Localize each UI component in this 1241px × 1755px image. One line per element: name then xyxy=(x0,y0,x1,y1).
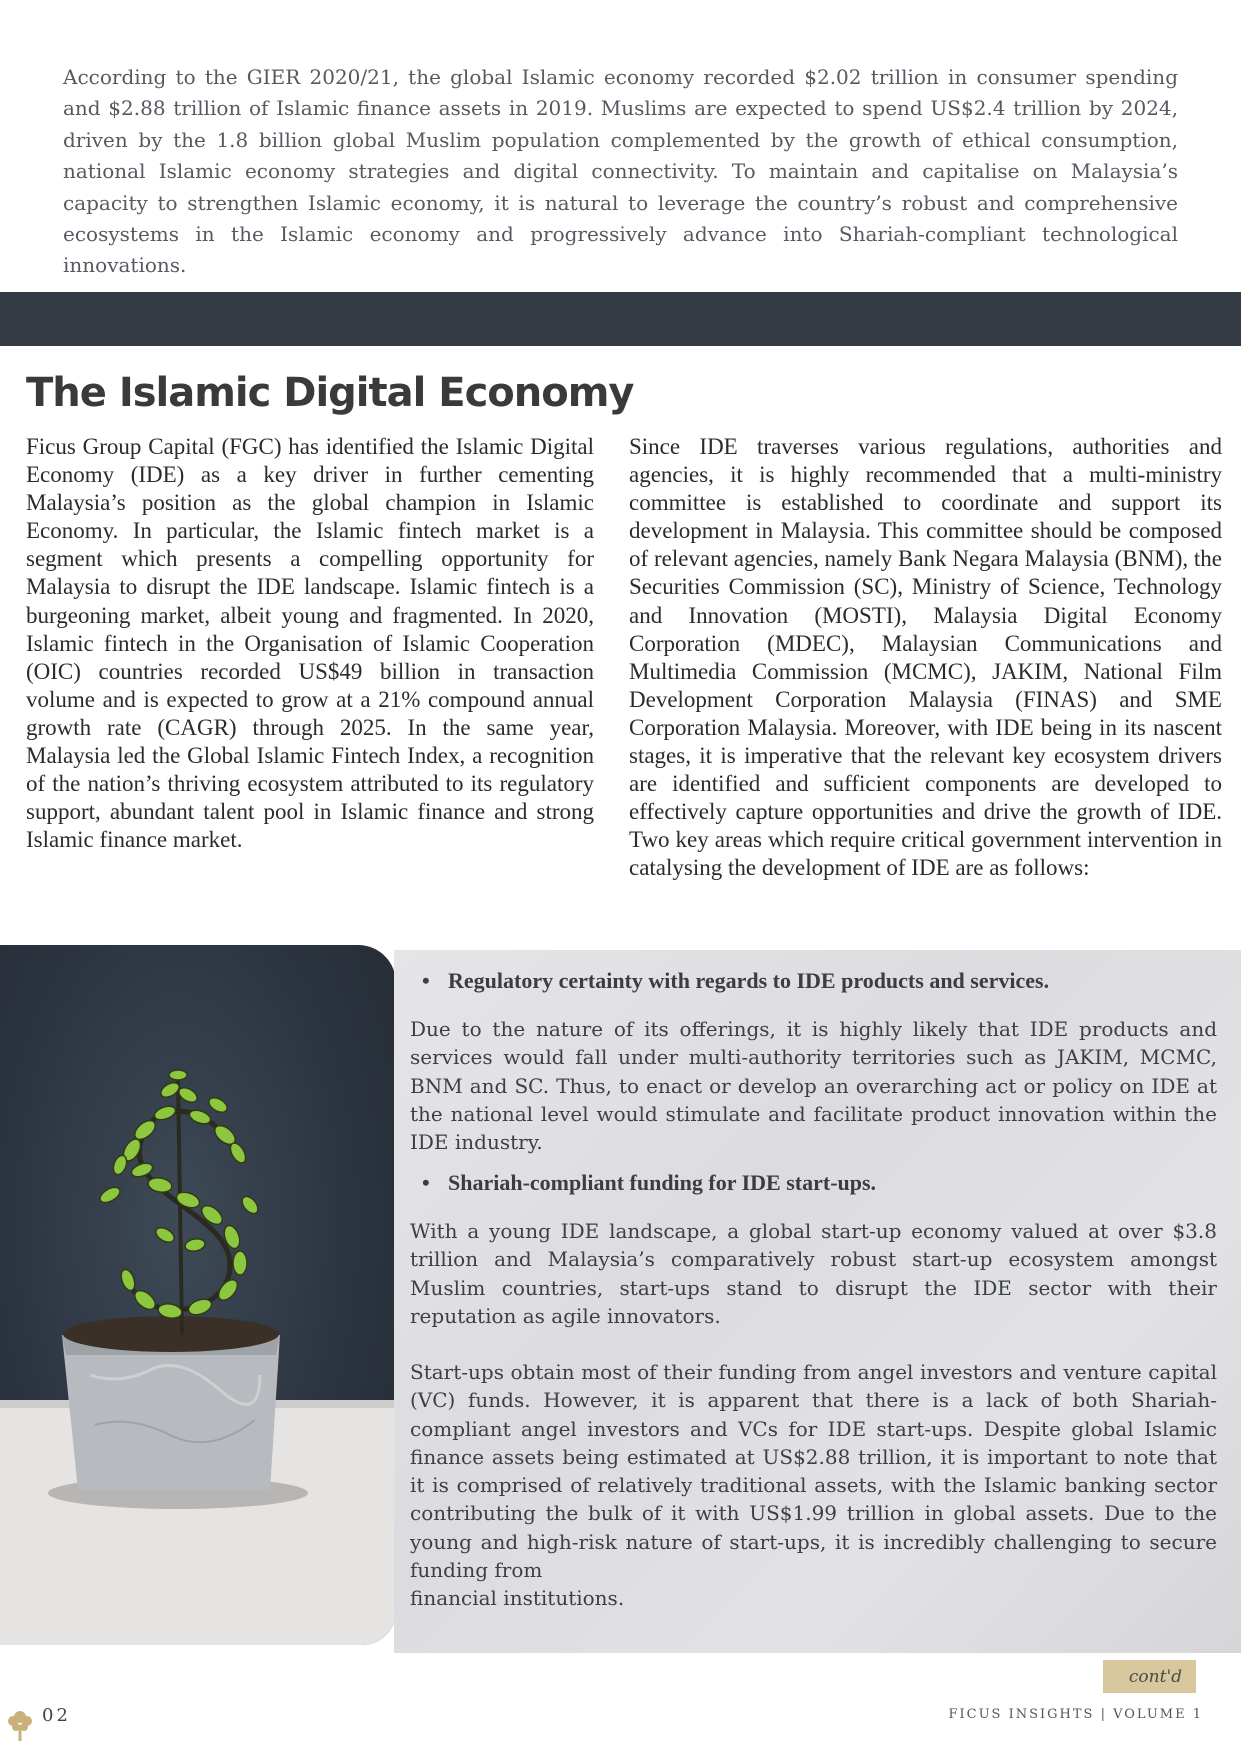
bullet-funding: • Shariah-compliant funding for IDE start-ups. xyxy=(422,1170,877,1195)
page-number: 02 xyxy=(42,1705,71,1726)
soil xyxy=(63,1316,279,1352)
funding-paragraph: Start-ups obtain most of their funding from angel investors and venture capital (VC) funds. However, it is apparent that there is a lack of both Shariah-compliant angel investors and VCs for IDE start-ups. Despite global Islamic finance assets being estimated at US$2.88 trillion, it is important to note that it is comprised of relatively traditional assets, with the Islamic banking sector contributing the bulk of it with US$1.99 trillion in global assets. Due to the young and high-risk nature of start-ups, it is incredibly challenging to secure funding from financial institutions. xyxy=(410,1360,1217,1611)
startup-economy-paragraph: With a young IDE landscape, a global start-up economy valued at over $3.8 trillion and Malaysia’s comparatively robust start-up ecosystem amongst Muslim countries, start-ups stand to disrupt the IDE sector with their reputation as agile innovators. xyxy=(410,1219,1217,1328)
publication-footer: FICUS INSIGHTS | VOLUME 1 xyxy=(948,1707,1203,1722)
section-divider-band xyxy=(0,292,1241,346)
regulatory-paragraph: Due to the nature of its offerings, it is highly likely that IDE products and services would fall under multi-authority territories such as JAKIM, MCMC, BNM and SC. Thus, to enact or develop an overarching act or policy on IDE at the national level would stimulate and facilitate product innovation within the IDE industry. xyxy=(410,1017,1217,1155)
bullet-dot-icon: • xyxy=(422,1170,430,1195)
right-column-text: Since IDE traverses various regulations, authorities and agencies, it is highly recommended that a multi-ministry committee is established to coordinate and support its development in Malaysia. This committee should be composed of relevant agencies, namely Bank Negara Malaysia (BNM), the Securities Commission (SC), Ministry of Science, Technology and Innovation (MOSTI), Malaysia Digital Economy Corporation (MDEC), Malaysian Communications and Multimedia Commission (MCMC), JAKIM, National Film Development Corporation Malaysia (FINAS) and SME Corporation Malaysia. Moreover, with IDE being in its nascent stages, it is imperative that the relevant key ecosystem drivers are identified and sufficient components are developed to effectively capture opportunities and drive the growth of IDE. Two key areas which require critical government intervention in catalysing the development of IDE are as follows: xyxy=(629,434,1222,881)
plant-photo xyxy=(0,945,396,1645)
tin-pot xyxy=(62,1335,280,1490)
bullet-regulatory: • Regulatory certainty with regards to IDE products and services. xyxy=(422,968,1050,993)
tree-icon xyxy=(6,1707,34,1743)
continued-tag: cont'd xyxy=(1103,1660,1196,1693)
bullet-dot-icon: • xyxy=(422,968,430,993)
money-tree-illustration xyxy=(0,945,396,1645)
section-title: The Islamic Digital Economy xyxy=(26,370,634,416)
left-column-text: Ficus Group Capital (FGC) has identified the Islamic Digital Economy (IDE) as a key driver in further cementing Malaysia’s position as the global champion in Islamic Economy. In particular, the Islamic fintech market is a segment which presents a compelling opportunity for Malaysia to disrupt the IDE landscape. Islamic fintech is a burgeoning market, albeit young and fragmented. In 2020, Islamic fintech in the Organisation of Islamic Cooperation (OIC) countries recorded US$49 billion in transaction volume and is expected to grow at a 21% compound annual growth rate (CAGR) through 2025. In the same year, Malaysia led the Global Islamic Fintech Index, a recognition of the nation’s thriving ecosystem attributed to its regulatory support, abundant talent pool in Islamic finance and strong Islamic finance market. xyxy=(26,434,594,853)
intro-paragraph: According to the GIER 2020/21, the global Islamic economy recorded $2.02 trillion in consumer spending and $2.88 trillion of Islamic finance assets in 2019. Muslims are expected to spend US$2.4 trillion by 2024, driven by the 1.8 billion global Muslim population complemented by the growth of ethical consumption, national Islamic economy strategies and digital connectivity. To maintain and capitalise on Malaysia’s capacity to strengthen Islamic economy, it is natural to leverage the country’s robust and comprehensive ecosystems in the Islamic economy and progressively advance into Shariah-compliant technological innovations. xyxy=(63,65,1178,278)
highlight-panel xyxy=(394,950,1241,1653)
